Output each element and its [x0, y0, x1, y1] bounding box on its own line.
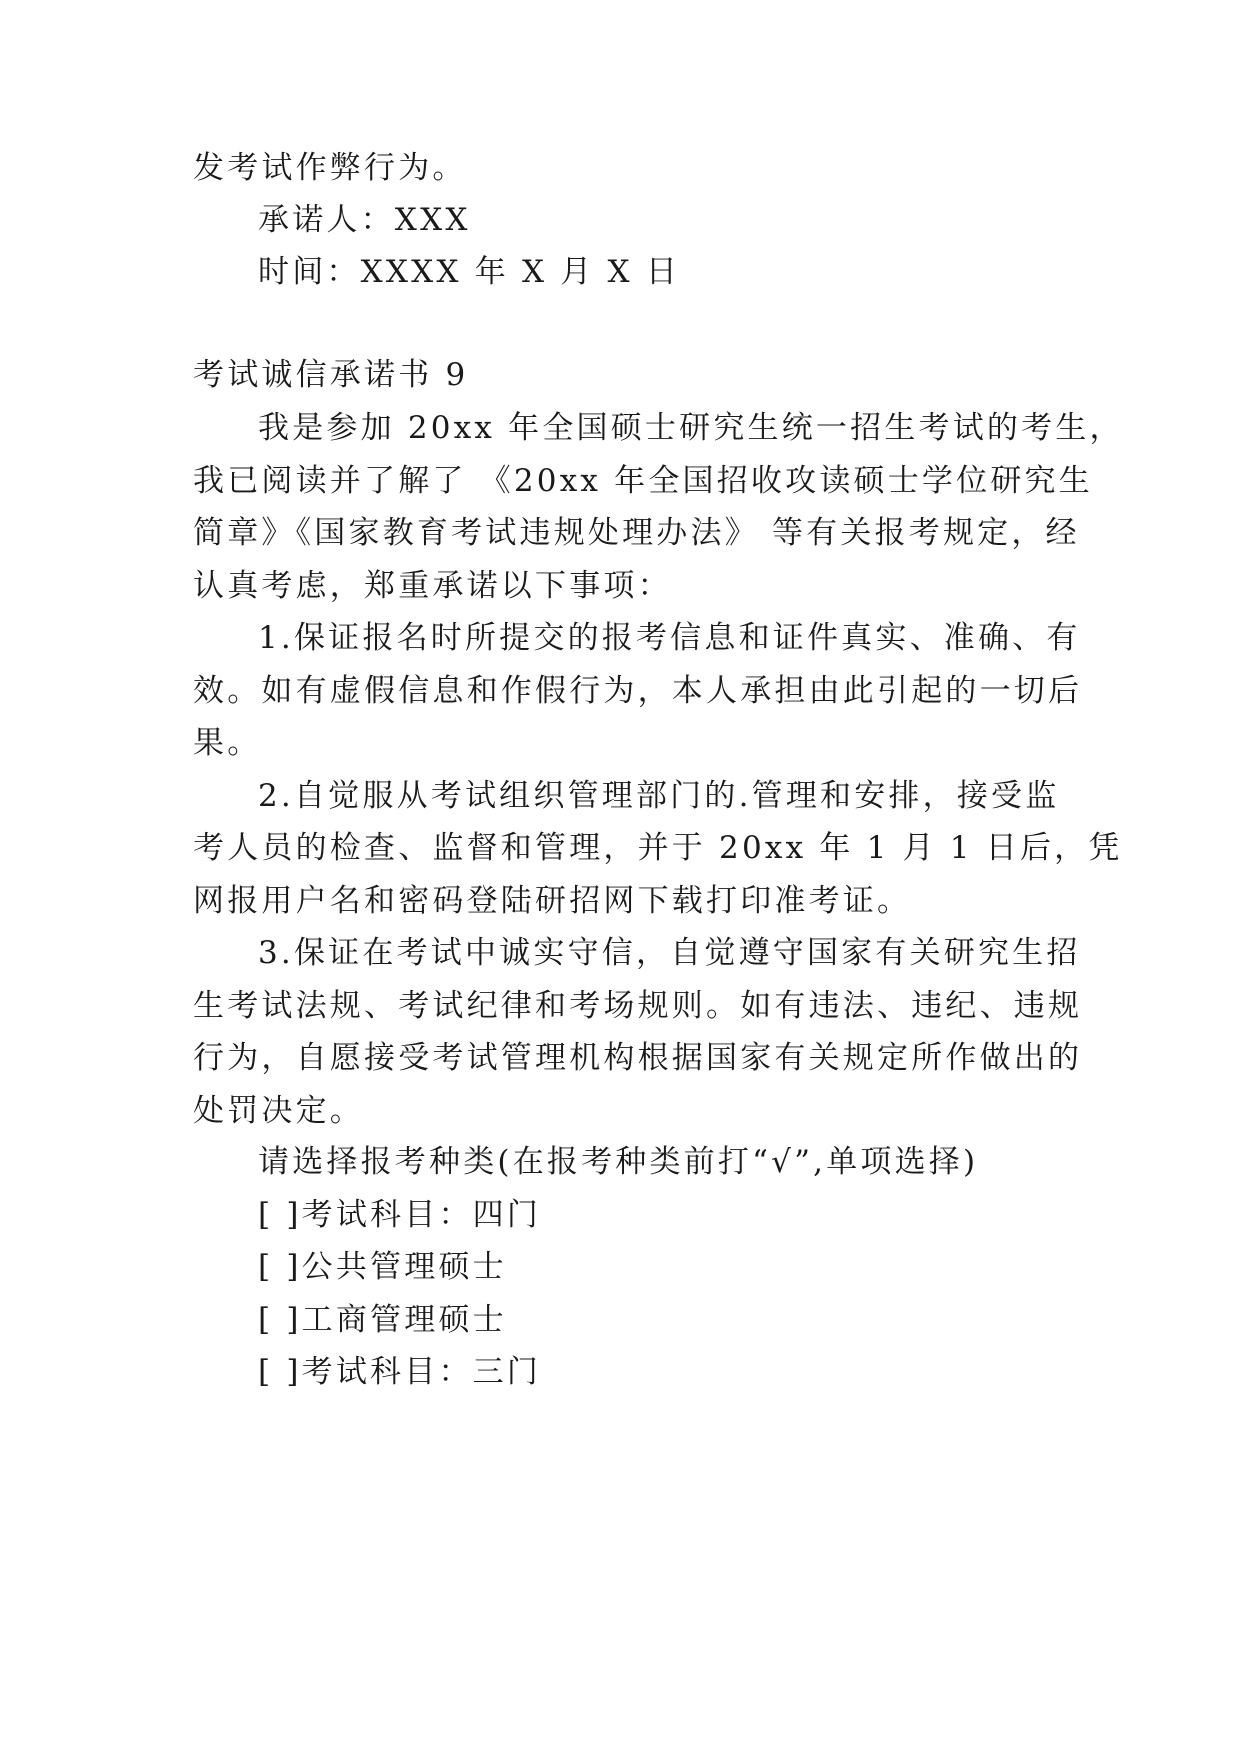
intro-line: 认真考虑，郑重承诺以下事项： — [193, 568, 672, 604]
item-2-line: 网报用户名和密码登陆研招网下载打印准考证。 — [193, 883, 912, 919]
option-checkbox-line: [ ]考试科目：四门 — [258, 1197, 542, 1233]
item-2-line: 考人员的检查、监督和管理，并于 20xx 年 1 月 1 日后，凭 — [193, 830, 1123, 866]
option-checkbox-line: [ ]工商管理硕士 — [258, 1302, 507, 1338]
item-1-line: 效。如有虚假信息和作假行为，本人承担由此引起的一切后 — [193, 673, 1083, 709]
item-3-line: 处罚决定。 — [193, 1093, 364, 1129]
intro-line: 简章》《国家教育考试违规处理办法》 等有关报考规定，经 — [193, 515, 1080, 551]
fragment-line: 发考试作弊行为。 — [193, 150, 467, 186]
option-checkbox-line: [ ]考试科目：三门 — [258, 1354, 542, 1390]
item-3-line: 3.保证在考试中诚实守信，自觉遵守国家有关研究生招 — [258, 935, 1081, 971]
item-1-line: 1.保证报名时所提交的报考信息和证件真实、准确、有 — [258, 620, 1081, 656]
item-1-line: 果。 — [193, 725, 262, 761]
signer-line: 承诺人：XXX — [258, 202, 471, 238]
intro-line: 我已阅读并了解了 《20xx 年全国招收攻读硕士学位研究生 — [193, 463, 1093, 499]
date-line: 时间：XXXX 年 X 月 X 日 — [258, 254, 681, 290]
section-title: 考试诚信承诺书 9 — [193, 357, 469, 393]
choose-instruction: 请选择报考种类(在报考种类前打“√”,单项选择) — [258, 1144, 979, 1180]
item-3-line: 生考试法规、考试纪律和考场规则。如有违法、违纪、违规 — [193, 988, 1083, 1024]
option-checkbox-line: [ ]公共管理硕士 — [258, 1249, 507, 1285]
item-2-line: 2.自觉服从考试组织管理部门的.管理和安排，接受监 — [258, 778, 1060, 814]
item-3-line: 行为，自愿接受考试管理机构根据国家有关规定所作做出的 — [193, 1040, 1083, 1076]
intro-line: 我是参加 20xx 年全国硕士研究生统一招生考试的考生， — [258, 410, 1124, 446]
